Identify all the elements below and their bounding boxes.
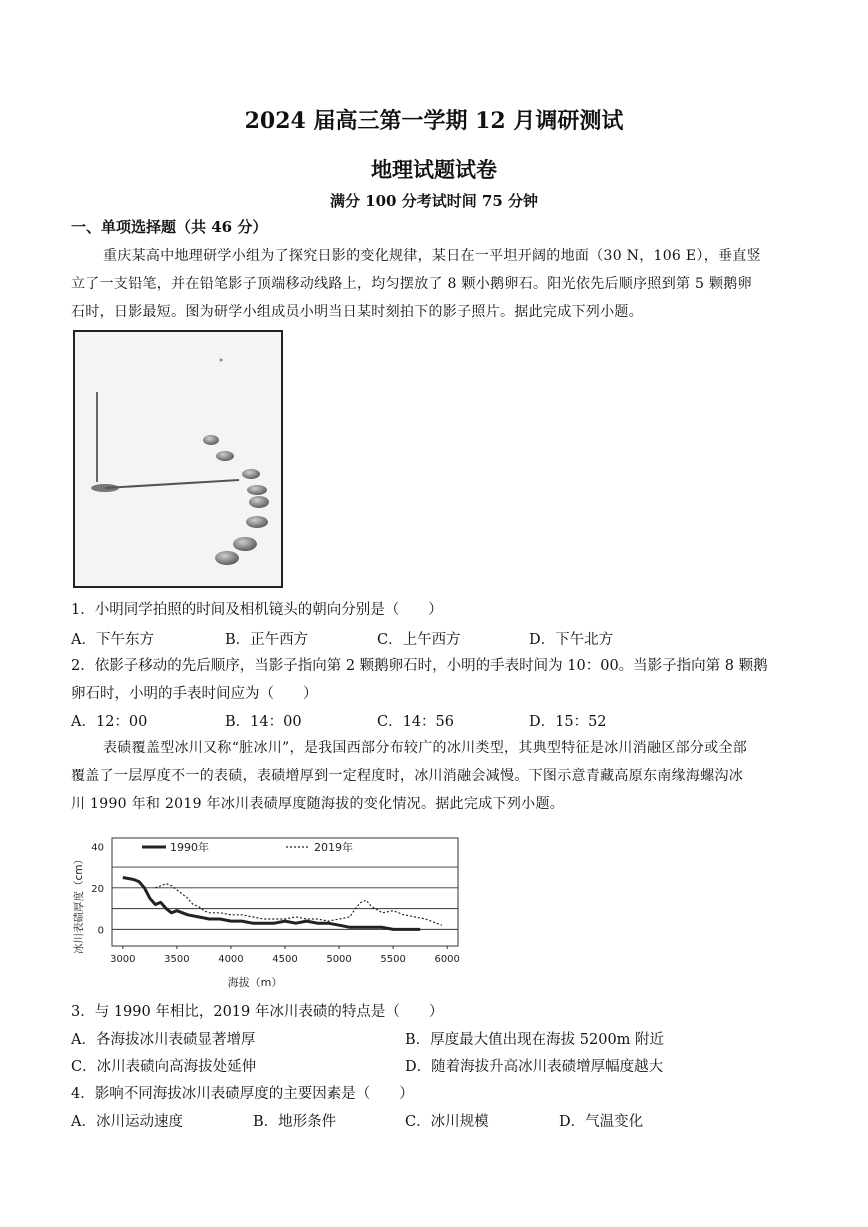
q3-option-b[interactable]: B．厚度最大值出现在海拔 5200m 附近: [405, 1032, 665, 1048]
x-tick-label: 5500: [380, 954, 406, 965]
exam-title: 2024 届高三第一学期 12 月调研测试: [244, 108, 624, 134]
q2-option-b[interactable]: B．14：00: [225, 714, 302, 730]
shadow-photo: [73, 330, 283, 588]
series-line-2019: [155, 884, 442, 926]
q1-stem: 1．小明同学拍照的时间及相机镜头的朝向分别是（ ）: [71, 602, 443, 618]
x-tick-label: 3500: [164, 954, 190, 965]
x-tick-label: 4000: [218, 954, 244, 965]
q4-stem: 4．影响不同海拔冰川表碛厚度的主要因素是（ ）: [71, 1086, 414, 1102]
q3-stem: 3．与 1990 年相比，2019 年冰川表碛的特点是（ ）: [71, 1004, 444, 1020]
passage-1: [71, 242, 801, 326]
q2-option-d[interactable]: D．15：52: [529, 714, 607, 730]
passage-line: 石时，日影最短。图为研学小组成员小明当日某时刻拍下的影子照片。据此完成下列小题。: [71, 304, 643, 320]
x-tick-label: 4500: [272, 954, 298, 965]
passage-2: [71, 734, 801, 818]
q3-option-c[interactable]: C．冰川表碛向高海拔处延伸: [71, 1059, 257, 1075]
q1-option-c[interactable]: C．上午西方: [377, 632, 461, 648]
subject-title: 地理试题试卷: [371, 157, 497, 182]
chart-axes: [72, 840, 460, 989]
legend-label: 1990年: [170, 841, 209, 854]
q2-stem-line: 卵石时，小明的手表时间应为（ ）: [71, 686, 318, 702]
q2-stem-line: 2．依影子移动的先后顺序，当影子指向第 2 颗鹅卵石时，小明的手表时间为 10：00。当影子指向第 8 颗鹅: [71, 658, 768, 674]
legend-label: 2019年: [314, 841, 353, 854]
exam-info: 满分 100 分考试时间 75 分钟: [329, 192, 539, 210]
x-tick-label: 5000: [326, 954, 352, 965]
x-tick-label: 6000: [434, 954, 460, 965]
x-tick-label: 3000: [110, 954, 136, 965]
passage-line: 重庆某高中地理研学小组为了探究日影的变化规律，某日在一平坦开阔的地面（30 N，106 E），垂直竖: [103, 248, 761, 264]
passage-line: 覆盖了一层厚度不一的表碛，表碛增厚到一定程度时，冰川消融会减慢。下图示意青藏高原东南缘海螺沟冰: [71, 768, 744, 784]
y-tick-label: 20: [91, 883, 104, 895]
q4-option-d[interactable]: D．气温变化: [559, 1114, 644, 1130]
debris-thickness-chart: [68, 818, 468, 1000]
chart-legend: [142, 840, 353, 854]
passage-line: 立了一支铅笔，并在铅笔影子顶端移动线路上，均匀摆放了 8 颗小鹅卵石。阳光依先后顺序照到第 5 颗鹅卵: [71, 276, 752, 292]
q2-option-a[interactable]: A．12：00: [71, 714, 148, 730]
q1-option-d[interactable]: D．下午北方: [529, 632, 614, 648]
y-axis-label: 冰川表碛厚度（cm）: [73, 853, 85, 955]
q4-option-a[interactable]: A．冰川运动速度: [71, 1114, 183, 1130]
q2-option-c[interactable]: C．14：56: [377, 714, 454, 730]
passage-line: 川 1990 年和 2019 年冰川表碛厚度随海拔的变化情况。据此完成下列小题。: [71, 796, 565, 812]
q4-option-c[interactable]: C．冰川规模: [405, 1114, 489, 1130]
q4-option-b[interactable]: B．地形条件: [253, 1114, 337, 1130]
chart-series: [123, 878, 442, 930]
y-tick-label: 40: [91, 842, 104, 854]
y-tick-label: 0: [97, 925, 104, 937]
q1-option-a[interactable]: A．下午东方: [71, 632, 154, 648]
q3-option-a[interactable]: A．各海拔冰川表碛显著增厚: [71, 1032, 256, 1048]
series-line-1990: [123, 878, 420, 930]
q3-option-d[interactable]: D．随着海拔升高冰川表碛增厚幅度越大: [405, 1059, 664, 1075]
section-heading: 一、单项选择题（共 46 分）: [71, 218, 268, 236]
passage-line: 表碛覆盖型冰川又称“脏冰川”，是我国西部分布较广的冰川类型，其典型特征是冰川消融区部分或全部: [103, 740, 748, 756]
q1-option-b[interactable]: B．正午西方: [225, 632, 309, 648]
x-axis-label: 海拔（m）: [227, 976, 283, 989]
